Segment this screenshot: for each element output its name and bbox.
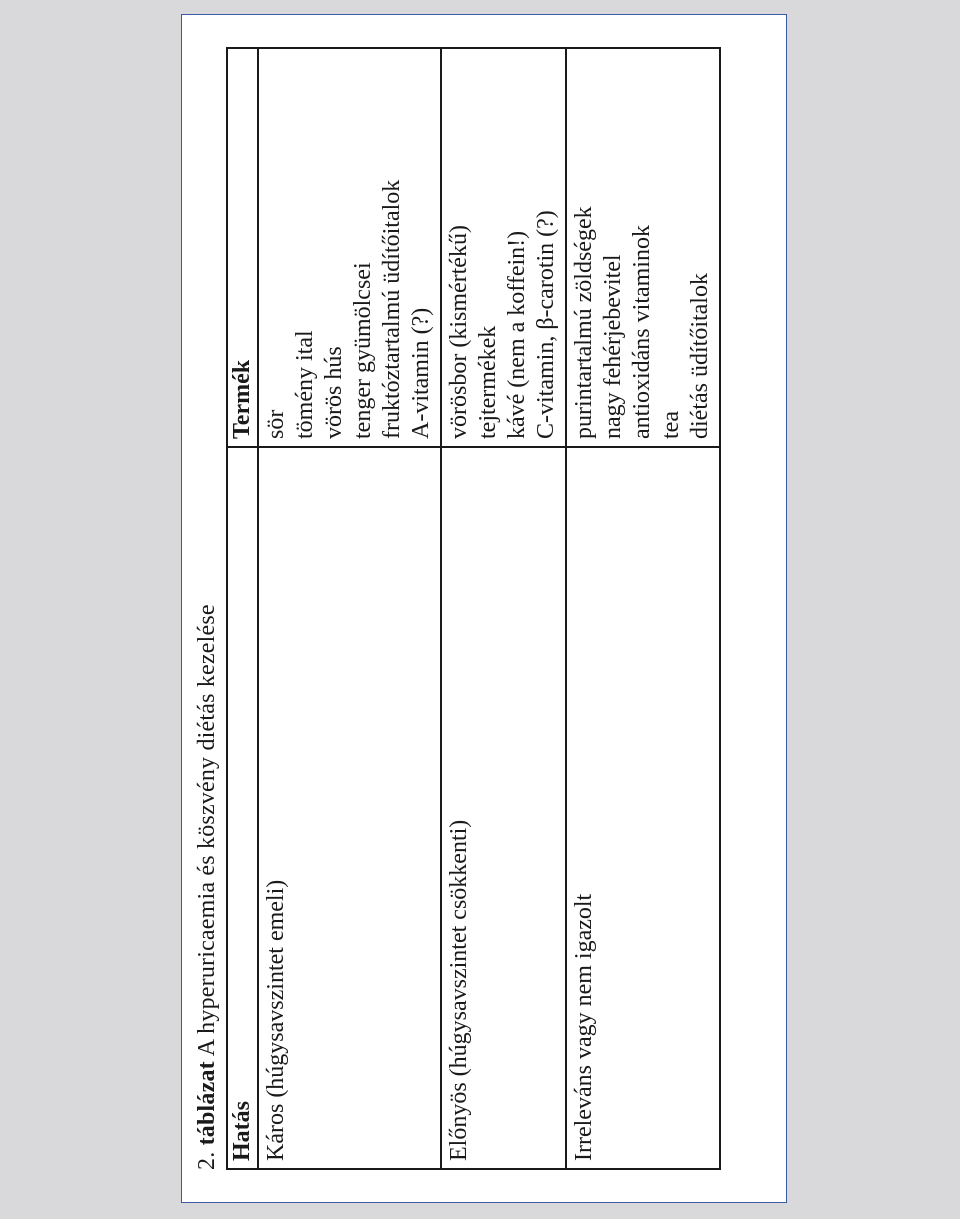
- product-item: tömény ital: [292, 330, 318, 439]
- product-item: kávé (nem a koffein!): [504, 230, 530, 439]
- product-item: sör: [263, 409, 289, 439]
- product-item: purintartalmú zöldségek: [571, 206, 597, 439]
- products-cell: [566, 48, 720, 447]
- header-effect: Hatás: [227, 447, 258, 1169]
- products-cell: [441, 48, 566, 447]
- diet-table: [226, 47, 721, 1170]
- table-row: [441, 48, 566, 1169]
- product-item: vörös hús: [321, 346, 347, 439]
- caption-text: A hyperuricaemia és köszvény diétás kezelése: [194, 604, 220, 1057]
- table-row: [258, 48, 441, 1169]
- effect-cell: Irreleváns vagy nem igazolt: [566, 447, 720, 1169]
- table-header-row: [227, 48, 258, 1169]
- product-item: fruktóztartalmú üdítőitalok: [379, 179, 405, 439]
- product-item: tea: [658, 411, 684, 439]
- rotated-document-content: [193, 32, 763, 1172]
- product-item: C-vitamin, β-carotin (?): [533, 210, 559, 439]
- product-item: diétás üdítőitalok: [687, 273, 713, 439]
- table-row: [566, 48, 720, 1169]
- effect-cell: Káros (húgysavszintet emeli): [258, 447, 441, 1169]
- caption-label: táblázat: [194, 1061, 220, 1146]
- product-item: tejtermékek: [475, 325, 501, 439]
- caption-number: 2.: [194, 1151, 220, 1170]
- effect-cell: Előnyös (húgysavszintet csökkenti): [441, 447, 566, 1169]
- product-item: tenger gyümölcsei: [350, 262, 376, 439]
- product-item: vörösbor (kismértékű): [446, 225, 472, 439]
- product-item: antioxidáns vitaminok: [629, 225, 655, 439]
- header-product: Termék: [227, 48, 258, 447]
- table-caption: [193, 604, 221, 1170]
- products-cell: [258, 48, 441, 447]
- product-item: nagy fehérjebevitel: [600, 254, 626, 439]
- product-item: A-vitamin (?): [408, 307, 434, 439]
